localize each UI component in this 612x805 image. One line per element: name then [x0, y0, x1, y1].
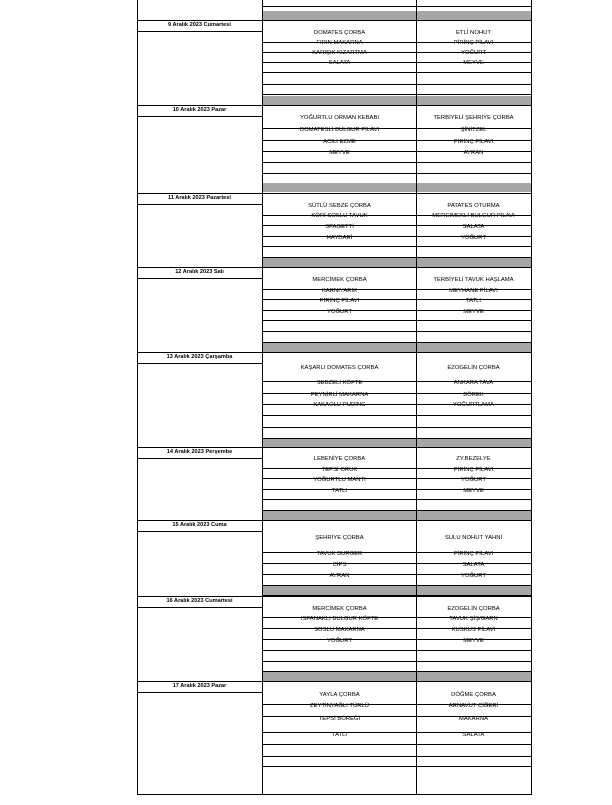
row-rule	[263, 246, 531, 247]
row-rule	[263, 650, 531, 651]
lunch-item: MERCİMEK ÇORBA	[312, 606, 367, 612]
row-rule	[263, 173, 531, 174]
lunch-item: MEYVE	[329, 150, 350, 156]
dinner-item: MEYVE	[463, 638, 484, 644]
lunch-item: YOĞURT	[326, 638, 353, 644]
lunch-item: KARNIYARIK	[321, 288, 358, 294]
row-rule	[263, 94, 531, 95]
separator-band	[263, 183, 416, 192]
separator-band	[263, 511, 416, 520]
row-rule	[263, 744, 531, 745]
dinner-item: TAVUK ŞİŞ/GARN	[449, 616, 498, 622]
lunch-item: TEPSİ ORUK	[321, 467, 358, 473]
column-rule	[531, 0, 532, 795]
date-rule	[137, 278, 263, 279]
dinner-item: BÖREK	[463, 392, 484, 398]
dinner-item: SALATA	[462, 732, 485, 738]
dinner-item: TATLI	[465, 298, 482, 304]
separator-band	[263, 258, 416, 267]
lunch-item: TATLI	[331, 732, 348, 738]
date-rule	[137, 531, 263, 532]
lunch-item: KARIŞIK KIZARTMA	[312, 50, 367, 56]
lunch-item: LEBENİYE ÇORBA	[313, 456, 366, 462]
dinner-item: MAKARNA	[458, 716, 489, 722]
day-date: 16 Aralık 2023 Cumartesi	[166, 598, 233, 604]
dinner-item: TERBİYELİ TAVUK HAŞLAMA	[433, 277, 514, 283]
day-rule	[137, 520, 532, 521]
date-rule	[137, 692, 263, 693]
menu-table	[137, 0, 532, 795]
dinner-item: ETLİ NOHUT	[455, 30, 492, 36]
lunch-item: SALATA	[328, 60, 351, 66]
lunch-item: SOSLU MAKARNA	[314, 627, 365, 633]
dinner-item: PİRİNÇ PİLAVI	[453, 40, 494, 46]
dinner-item: EZOGELİN ÇORBA	[447, 365, 500, 371]
date-rule	[137, 607, 263, 608]
dinner-item: PİRİNÇ PİLAVI	[453, 551, 494, 557]
row-rule	[263, 766, 531, 767]
dinner-item: YOĞURT	[460, 477, 487, 483]
row-rule	[263, 661, 531, 662]
date-rule	[137, 31, 263, 32]
separator-band	[263, 96, 416, 105]
lunch-item: TAVUK BURGER	[316, 551, 363, 557]
dinner-item: DÖĞME ÇORBA	[451, 692, 496, 698]
lunch-item: SÜTLÜ SEBZE ÇORBA	[308, 203, 371, 209]
day-rule	[137, 596, 532, 597]
lunch-item: FIRIN MAKARNA	[316, 40, 363, 46]
lunch-item: DOMATESLİ BULGUR PİLAVI	[299, 127, 380, 133]
day-rule	[137, 20, 532, 21]
separator-band	[417, 343, 531, 352]
dinner-item: MEYVE	[463, 60, 484, 66]
lunch-item: DOMATES ÇORBA	[313, 30, 366, 36]
separator-band	[263, 586, 416, 595]
row-rule	[263, 162, 531, 163]
row-rule	[263, 415, 531, 416]
day-date: 11 Aralık 2023 Pazartesi	[168, 195, 231, 201]
dinner-item: YOĞURTLAMA	[452, 402, 495, 408]
dinner-item: PATATES OTURMA	[447, 203, 500, 209]
dinner-item: ANKARA TAVA	[453, 380, 494, 386]
separator-band	[417, 11, 531, 20]
lunch-item: CİPS	[332, 562, 347, 568]
dinner-item: MEYVE	[463, 488, 484, 494]
lunch-item: ZEYTİNYAĞLI TÜRLÜ	[309, 703, 370, 709]
day-rule	[137, 105, 532, 106]
day-date: 14 Aralık 2023 Perşembe	[166, 449, 233, 455]
row-rule	[263, 72, 531, 73]
separator-band	[417, 183, 531, 192]
separator-band	[263, 343, 416, 352]
day-date: 13 Aralık 2023 Çarşamba	[166, 354, 233, 360]
lunch-item: TEPSİ BÖREĞİ	[318, 716, 361, 722]
lunch-item: MERCİMEK ÇORBA	[312, 277, 367, 283]
lunch-item: YOĞURTLU MANTI	[313, 477, 366, 483]
dinner-item: MERCİMEKLİ BULGUR PİLAVI	[432, 213, 515, 219]
dinner-item: ZY.BEZELYE	[456, 456, 491, 462]
dinner-item: MEYHANE PİLAVI	[449, 288, 498, 294]
lunch-item: KAŞARLI DOMATES ÇORBA	[300, 365, 379, 371]
lunch-item: ISPANAKLI BULGUR KÖFTE	[300, 616, 379, 622]
separator-band	[417, 586, 531, 595]
dinner-item: TERBİYELİ ŞEHRİYE ÇORBA	[433, 115, 514, 121]
lunch-item: SEBZELİ KÖFTE	[316, 380, 363, 386]
dinner-item: ARNAVUT CİĞERİ	[448, 703, 499, 709]
dinner-item: ŞİNİTZEL	[460, 127, 487, 133]
day-date: 12 Aralık 2023 Salı	[175, 269, 224, 275]
lunch-item: ŞEHRİYE ÇORBA	[315, 535, 364, 541]
day-date: 15 Aralık 2023 Cuma	[172, 522, 227, 528]
date-rule	[137, 116, 263, 117]
separator-band	[417, 96, 531, 105]
lunch-item: YOĞURTLU ORMAN KEBABI	[299, 115, 380, 121]
day-rule	[137, 352, 532, 353]
day-date: 17 Aralık 2023 Pazar	[172, 683, 227, 689]
day-rule	[137, 267, 532, 268]
day-date: 10 Aralık 2023 Pazar	[172, 107, 227, 113]
row-rule	[263, 427, 531, 428]
lunch-item: ACILI EZME	[323, 139, 356, 145]
table-bottom-rule	[137, 794, 532, 795]
dinner-item: PİRİNÇ PİLAVI	[453, 467, 494, 473]
separator-band	[263, 672, 416, 681]
date-rule	[137, 204, 263, 205]
lunch-item: PEYNİRLİ MAKARNA	[310, 392, 369, 398]
row-rule	[263, 499, 531, 500]
lunch-item: KÖRİ SOSLU TAVUK	[311, 213, 368, 219]
dinner-item: YOĞURT	[460, 50, 487, 56]
row-rule	[263, 756, 531, 757]
day-rule	[137, 681, 532, 682]
dinner-item: SALATA	[462, 562, 485, 568]
day-rule	[137, 193, 532, 194]
dinner-item: SALATA	[462, 224, 485, 230]
dinner-item: YOĞURT	[460, 235, 487, 241]
date-rule	[137, 363, 263, 364]
day-date: 9 Aralık 2023 Cumartesi	[168, 22, 231, 28]
row-rule	[263, 331, 531, 332]
separator-band	[417, 672, 531, 681]
lunch-item: AYRAN	[329, 573, 350, 579]
dinner-item: SULU NOHUT YAHNİ	[444, 535, 503, 541]
lunch-item: HAYDARİ	[326, 235, 353, 241]
dinner-item: PİRİNÇ PİLAVI	[453, 139, 494, 145]
dinner-item: KUSKUS PİLAVI	[451, 627, 496, 633]
row-rule	[263, 6, 531, 7]
lunch-item: TATLI	[331, 488, 348, 494]
dinner-item: MEYVE	[463, 309, 484, 315]
dinner-item: YOĞURT	[460, 573, 487, 579]
row-rule	[263, 84, 531, 85]
column-rule	[137, 0, 138, 795]
separator-band	[263, 11, 416, 20]
date-rule	[137, 458, 263, 459]
dinner-item: AYRAN	[463, 150, 484, 156]
lunch-item: PİRİNÇ PİLAVI	[319, 298, 360, 304]
row-rule	[263, 320, 531, 321]
dinner-item: EZOGELİN ÇORBA	[447, 606, 500, 612]
separator-band	[417, 511, 531, 520]
lunch-item: YAYLA ÇORBA	[319, 692, 360, 698]
lunch-item: KAKAOLU PUDİNG	[313, 402, 366, 408]
lunch-item: YOĞURT	[326, 309, 353, 315]
separator-band	[417, 258, 531, 267]
lunch-item: SPAGETTİ	[325, 224, 354, 230]
day-rule	[137, 447, 532, 448]
